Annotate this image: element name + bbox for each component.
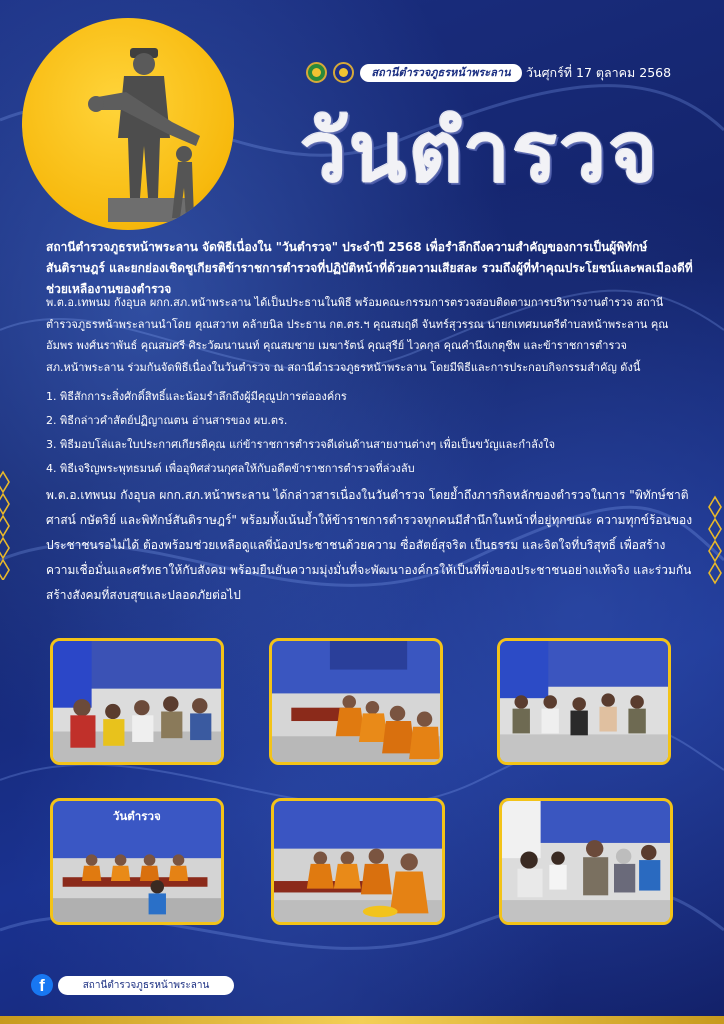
diamond-ornament-icon: [708, 495, 722, 585]
activity-list: [46, 385, 694, 481]
date-text: วันศุกร์ที่ 17 ตุลาคม 2568: [526, 65, 672, 80]
paragraph-1: พ.ต.อ.เทพนม กังอุบล ผกก.สภ.หน้าพระลาน ได้เป็นประธานในพิธี พร้อมคณะกรรมการตรวจสอบติดตามการบริหารงานตำรวจ สถานีตำรวจภูธรหน้าพระลานนำโดย คุณสวาท คล้ายนิล ประธาน กต.ตร.ฯ คุณสมฤดี จันทร์สุวรรณ นายกเทศมนตรีตำบลหน้าพระลาน คุณอัมพร พงศ์นราพันธ์ คุณสมศรี ศิระวัฒนานนท์ คุณสมชาย เมฆารัตน์ คุณสุรีย์ ไวคกุล คุณคำนึงเกตุชีพ และข้าราชการตำรวจ สภ.หน้าพระลาน ร่วมกันจัดพิธีเนื่องในวันตำรวจ ณ สถานีตำรวจภูธรหน้าพระลาน โดยมีพิธีและการประกอบกิจกรรมสำคัญ ดังนี้: [46, 296, 669, 374]
header-line: [306, 62, 672, 84]
event-photo-monks-chanting: [271, 798, 445, 925]
diamond-ornament-icon: [0, 470, 10, 580]
event-photo-attendees: [499, 798, 673, 925]
police-statue-image: [22, 18, 234, 230]
list-item: 1. พิธีสักการะสิ่งศักดิ์สิทธิ์และน้อมรำลึกถึงผู้มีคุณูปการต่อองค์กร: [46, 390, 347, 403]
event-photo-monks-row: [269, 638, 443, 765]
event-photo-ceremony-hall: [50, 798, 224, 925]
event-photo-audience: [497, 638, 671, 765]
page-title: วันตำรวจ: [300, 102, 660, 201]
station-emblem-icon: [333, 62, 354, 83]
event-photo-guests: [50, 638, 224, 765]
list-item: 2. พิธีกล่าวคำสัตย์ปฏิญาณตน อ่านสารของ ผบ.ตร.: [46, 414, 288, 427]
paragraph-2: พ.ต.อ.เทพนม กังอุบล ผกก.สภ.หน้าพระลาน ได้กล่าวสารเนื่องในวันตำรวจ โดยย้ำถึงภารกิจหลักของตำรวจในการ "พิทักษ์ชาติ ศาสน์ กษัตริย์ และพิทักษ์สันติราษฎร์" พร้อมทั้งเน้นย้ำให้ข้าราชการตำรวจทุกคนมีสำนึกในหน้าที่อยู่ทุกขณะ ความทุกข์ร้อนของประชาชนรอไม่ได้ ต้องพร้อมช่วยเหลือดูแลพี่น้องประชาชนด้วยความ ซื่อสัตย์สุจริต เป็นธรรม และจิตใจที่บริสุทธิ์ เพื่อสร้างความเชื่อมั่นและศรัทธาให้กับสังคม พร้อมยืนยันความมุ่งมั่นที่จะพัฒนาองค์กรให้เป็นที่พึ่งของประชาชนอย่างแท้จริง และร่วมกันสร้างสังคมที่สงบสุขและปลอดภัยต่อไป: [46, 488, 693, 602]
footer-bar: [0, 1016, 724, 1024]
sun-circle: [22, 18, 234, 230]
police-emblem-icon: [306, 62, 327, 83]
facebook-icon[interactable]: f: [31, 974, 53, 996]
list-item: 4. พิธีเจริญพระพุทธมนต์ เพื่ออุทิศส่วนกุศลให้กับอดีตข้าราชการตำรวจที่ล่วงลับ: [46, 462, 415, 475]
headline: สถานีตำรวจภูธรหน้าพระลาน จัดพิธีเนื่องใน "วันตำรวจ" ประจำปี 2568 เพื่อรำลึกถึงความสำคัญของการเป็นผู้พิทักษ์สันติราษฎร์ และยกย่องเชิดชูเกียรติข้าราชการตำรวจที่ปฏิบัติหน้าที่ด้วยความเสียสละ รวมถึงผู้ที่ทำคุณประโยชน์และพลเมืองดีที่ช่วยเหลืองานของตำรวจ: [46, 240, 693, 296]
list-item: 3. พิธีมอบโล่และใบประกาศเกียรติคุณ แก่ข้าราชการตำรวจดีเด่นด้านสายงานต่างๆ เพื่อเป็นขวัญและกำลังใจ: [46, 438, 556, 451]
facebook-page-name[interactable]: สถานีตำรวจภูธรหน้าพระลาน: [58, 976, 234, 995]
station-name-badge: สถานีตำรวจภูธรหน้าพระลาน: [360, 64, 522, 82]
photo-banner-text: วันตำรวจ: [112, 809, 161, 824]
